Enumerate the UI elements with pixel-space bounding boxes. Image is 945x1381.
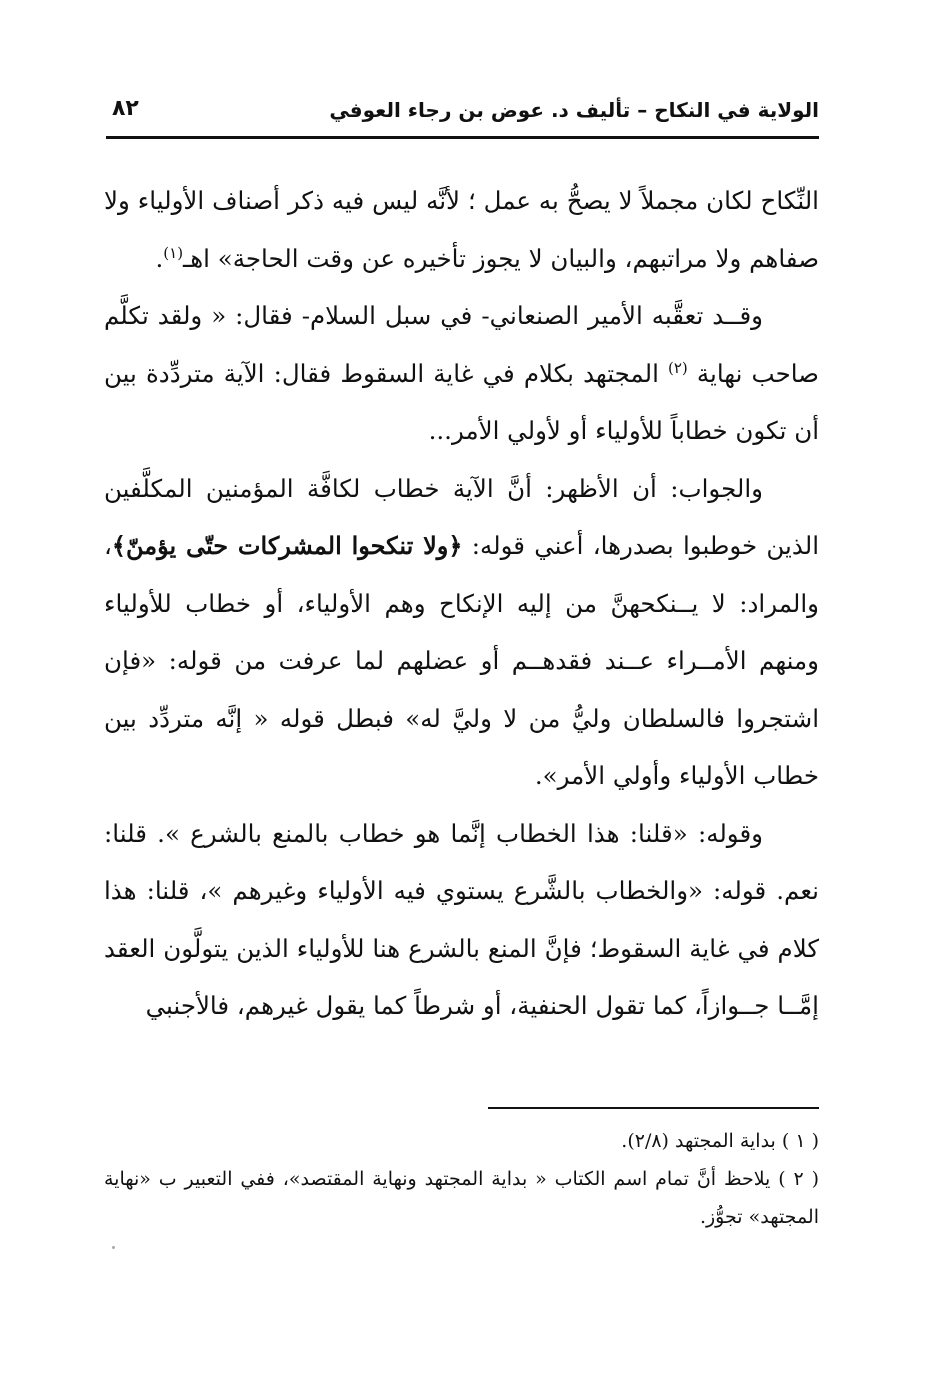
scan-speck	[112, 1246, 115, 1249]
header-rule	[106, 136, 819, 139]
paragraph-1-end: .	[155, 243, 164, 273]
paragraph-1	[104, 172, 819, 287]
page-number: ٨٢	[112, 96, 139, 121]
paragraph-4: وقوله: «قلنا: هذا الخطاب إنَّما هو خطاب بالمنع بالشرع ». قلنا: نعم. قوله: «والخطاب بالشَّرع يستوي فيه الأولياء وغيرهم »، قلنا: هذا كلام في غاية السقوط؛ فإنَّ المنع بالشرع هنا للأولياء الذين يتولَّون العقد إمَّــا جــوازاً، كما تقول الحنفية، أو شرطاً كما يقول غيرهم، فالأجنبي	[104, 818, 819, 1020]
body-text	[104, 172, 819, 1035]
paragraph-2	[104, 287, 819, 460]
paragraph-2-text-b: المجتهد بكلام في غاية السقوط فقال: الآية متردِّدة بين أن تكون خطاباً للأولياء أو لأولي الأمر...	[104, 358, 819, 445]
paragraph-2-text-a: وقــد تعقَّبه الأمير الصنعاني- في سبل السلام- فقال: « ولقد تكلَّم صاحب نهاية	[104, 301, 819, 388]
paragraph-3-text-a: والجواب: أن الأظهر: أنَّ الآية خطاب لكافَّة المؤمنين المكلَّفين الذين خوطبوا بصدرها، أعني قوله:	[104, 473, 820, 560]
footnote-ref-2: (٢)	[667, 358, 688, 377]
paragraph-3	[104, 460, 819, 805]
quran-verse: ﴿ولا تنكحوا المشركات حتّى يؤمنّ﴾	[111, 531, 463, 560]
footnote-1: ( ١ ) بداية المجتهد (٢/٨).	[621, 1130, 819, 1152]
page-header	[106, 92, 819, 132]
paragraph-3-text-b: ، والمراد: لا يــنكحهنَّ من إليه الإنكاح وهم الأولياء، أو خطاب للأولياء ومنهم الأمــراء عــند فقدهــم أو عضلهم لما عرفت من قوله: «فإن اشتجروا فالسلطان وليُّ من لا وليَّ له» فبطل قوله « إنَّه متردِّد بين خطاب الأولياء وأولي الأمر».	[104, 531, 819, 790]
running-title: الولاية في النكاح – تأليف د. عوض بن رجاء العوفي	[329, 98, 819, 122]
footnote-2: ( ٢ ) يلاحظ أنَّ تمام اسم الكتاب « بداية المجتهد ونهاية المقتصد»، ففي التعبير ب «نهاية المجتهد» تجوُّز.	[104, 1168, 819, 1228]
paragraph-1-text: النِّكاح لكان مجملاً لا يصحُّ به عمل ؛ لأنَّه ليس فيه ذكر أصناف الأولياء ولا صفاهم ولا مراتبهم، والبيان لا يجوز تأخيره عن وقت الحاجة» اهـ	[104, 186, 819, 273]
footnotes	[104, 1122, 819, 1236]
footnote-ref-1: (١)	[163, 243, 184, 262]
footnote-rule	[488, 1107, 819, 1109]
